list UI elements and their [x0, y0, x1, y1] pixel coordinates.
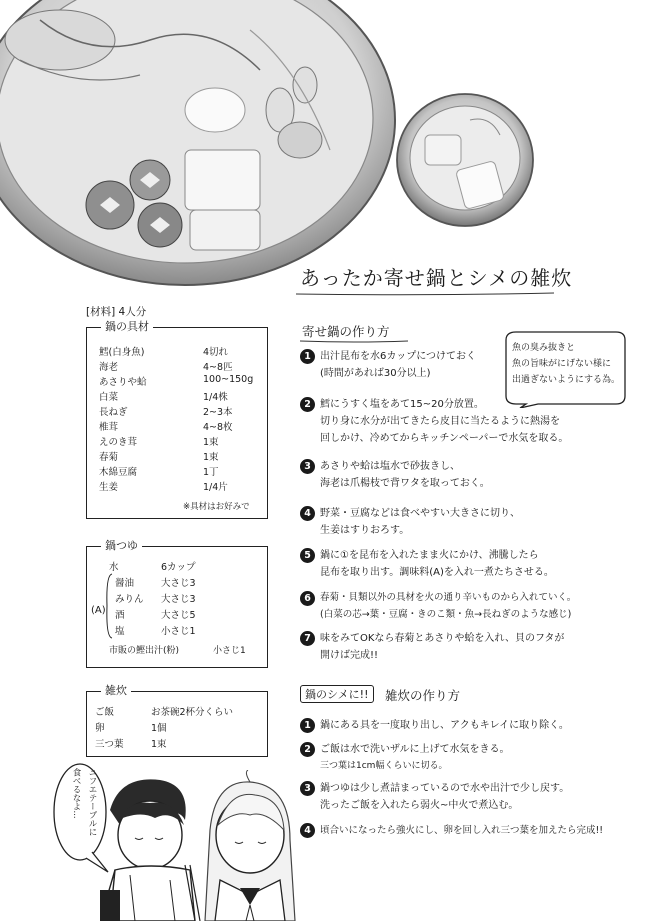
step-line: 鍋に①を昆布を入れたまま火にかけ、沸騰したら [320, 550, 539, 561]
broth-name: 塩 [115, 626, 125, 637]
zosui-ingredient-name: 三つ葉 [95, 739, 124, 750]
ingredient-name: えのき茸 [99, 437, 138, 448]
broth-name: 酒 [115, 610, 125, 621]
side-note-line: 魚の旨味がにげない様に [512, 359, 612, 369]
ingredient-name: 生姜 [99, 482, 119, 493]
ingredient-name: 春菊 [99, 452, 119, 463]
zosui-ingredient-qty: 1個 [151, 723, 167, 734]
servings-label: [材料] 4人分 [86, 306, 147, 318]
step-line: 三つ葉は1cm幅くらいに切る。 [320, 761, 448, 771]
speech-line: 食べるなよ... [71, 768, 81, 819]
ingredients-note: ※具材はお好みで [183, 502, 250, 512]
broth-qty: 小さじ1 [213, 646, 246, 656]
step-line: 味をみてOKなら春菊とあさりや蛤を入れ、貝のフタが [320, 633, 565, 644]
broth-box [86, 539, 268, 668]
ingredient-name: 長ねぎ [99, 407, 128, 418]
step-line: (時間があれば30分以上) [320, 368, 431, 379]
zosui-ingredients-title: 雑炊 [101, 682, 131, 698]
step-line: 海老は爪楊枝で背ワタを取っておく。 [320, 478, 490, 489]
zosui-ingredient-name: 卵 [95, 723, 105, 734]
nabe-steps-heading: 寄せ鍋の作り方 [302, 324, 390, 339]
ingredient-name: 海老 [99, 362, 119, 373]
ingredients-title: 鍋の具材 [101, 318, 153, 334]
step-number: 2 [300, 397, 315, 412]
step-number: 1 [300, 718, 315, 733]
step-number: 3 [300, 781, 315, 796]
ingredients-box [86, 320, 268, 519]
step-line: 鍋にある具を一度取り出し、アクもキレイに取り除く。 [320, 720, 569, 731]
step-line: (白菜の芯→葉・豆腐・きのこ類・魚→長ねぎのような感じ) [320, 609, 572, 620]
step-number: 5 [300, 548, 315, 563]
step-number: 1 [300, 349, 315, 364]
zosui-ingredients-box [86, 684, 268, 757]
ingredient-qty: 1丁 [203, 467, 219, 478]
ingredient-name: 白菜 [99, 392, 119, 403]
step-line: 洗ったご飯を入れたら弱火~中火で煮込む。 [320, 800, 519, 811]
broth-group-label: (A) [91, 605, 106, 616]
zosui-tag: 鍋のシメに!! [300, 685, 374, 703]
speech-line: ニフエテーブルに [87, 768, 97, 836]
ingredient-qty: 1/4株 [203, 392, 228, 403]
step-line: 切り身に水分が出てきたら皮目に当たるように熱湯を [320, 416, 560, 427]
step-line: あさりや蛤は塩水で砂抜きし、 [320, 461, 460, 472]
characters-illustration [100, 770, 300, 921]
ingredient-name: 鱈(白身魚) [99, 347, 145, 358]
step-line: 出汁昆布を水6カップにつけておく [320, 351, 477, 362]
broth-name: みりん [115, 594, 144, 605]
step-line: 野菜・豆腐などは食べやすい大きさに切り、 [320, 508, 520, 519]
zosui-steps-heading: 雑炊の作り方 [385, 688, 461, 703]
side-note-line: 出過ぎないようにする為。 [512, 375, 621, 385]
broth-bracket [105, 573, 113, 639]
broth-qty: 大さじ5 [161, 610, 196, 621]
ingredient-qty: 2~3本 [203, 407, 233, 418]
ingredient-qty: 4~8匹 [203, 362, 233, 373]
step-number: 2 [300, 742, 315, 757]
broth-title: 鍋つゆ [101, 537, 142, 553]
ingredient-name: あさりや蛤 [99, 377, 147, 388]
broth-qty: 6カップ [161, 562, 196, 573]
ingredient-name: 椎茸 [99, 422, 119, 433]
step-line: ご飯は水で洗いザルに上げて水気をきる。 [320, 744, 510, 755]
step-number: 4 [300, 823, 315, 838]
heading-underline [300, 339, 410, 344]
step-line: 鱈にうすく塩をあて15~20分放置。 [320, 399, 484, 410]
step-line: 昆布を取り出す。調味料(A)を入れ一煮たちさせる。 [320, 567, 554, 578]
title-underline [296, 291, 556, 297]
zosui-ingredient-name: ご飯 [95, 707, 115, 718]
broth-qty: 小さじ1 [161, 626, 196, 637]
step-line: 春菊・貝類以外の具材を火の通り辛いものから入れていく。 [320, 592, 577, 603]
step-line: 頃合いになったら強火にし、卵を回し入れ三つ葉を加えたら完成!! [320, 825, 604, 836]
step-line: 開けば完成!! [320, 650, 379, 661]
side-note-line: 魚の臭み抜きと [512, 343, 576, 353]
ingredient-qty: 1束 [203, 452, 219, 463]
step-line: 鍋つゆは少し煮詰まっているので水や出汁で少し戻す。 [320, 783, 570, 794]
step-number: 4 [300, 506, 315, 521]
zosui-ingredient-qty: 1束 [151, 739, 167, 750]
ingredient-qty: 4~8枚 [203, 422, 233, 433]
ingredient-name: 木綿豆腐 [99, 467, 138, 478]
hot-pot-illustration [0, 0, 650, 300]
zosui-ingredient-qty: お茶碗2杯分くらい [151, 707, 234, 718]
ingredient-qty: 1/4片 [203, 482, 228, 493]
broth-qty: 大さじ3 [161, 578, 196, 589]
step-line: 回しかけ、冷めてからキッチンペーパーで水気を取る。 [320, 433, 569, 444]
recipe-title: あったか寄せ鍋とシメの雑炊 [300, 266, 573, 290]
broth-qty: 大さじ3 [161, 594, 196, 605]
broth-name: 水 [109, 562, 119, 573]
step-line: 生姜はすりおろす。 [320, 525, 410, 536]
step-number: 7 [300, 631, 315, 646]
ingredient-qty: 100~150g [203, 374, 254, 385]
step-number: 3 [300, 459, 315, 474]
ingredient-qty: 1束 [203, 437, 219, 448]
broth-name: 醤油 [115, 578, 135, 589]
ingredient-qty: 4切れ [203, 347, 229, 358]
broth-name: 市販の鰹出汁(粉) [109, 646, 180, 656]
step-number: 6 [300, 591, 315, 606]
